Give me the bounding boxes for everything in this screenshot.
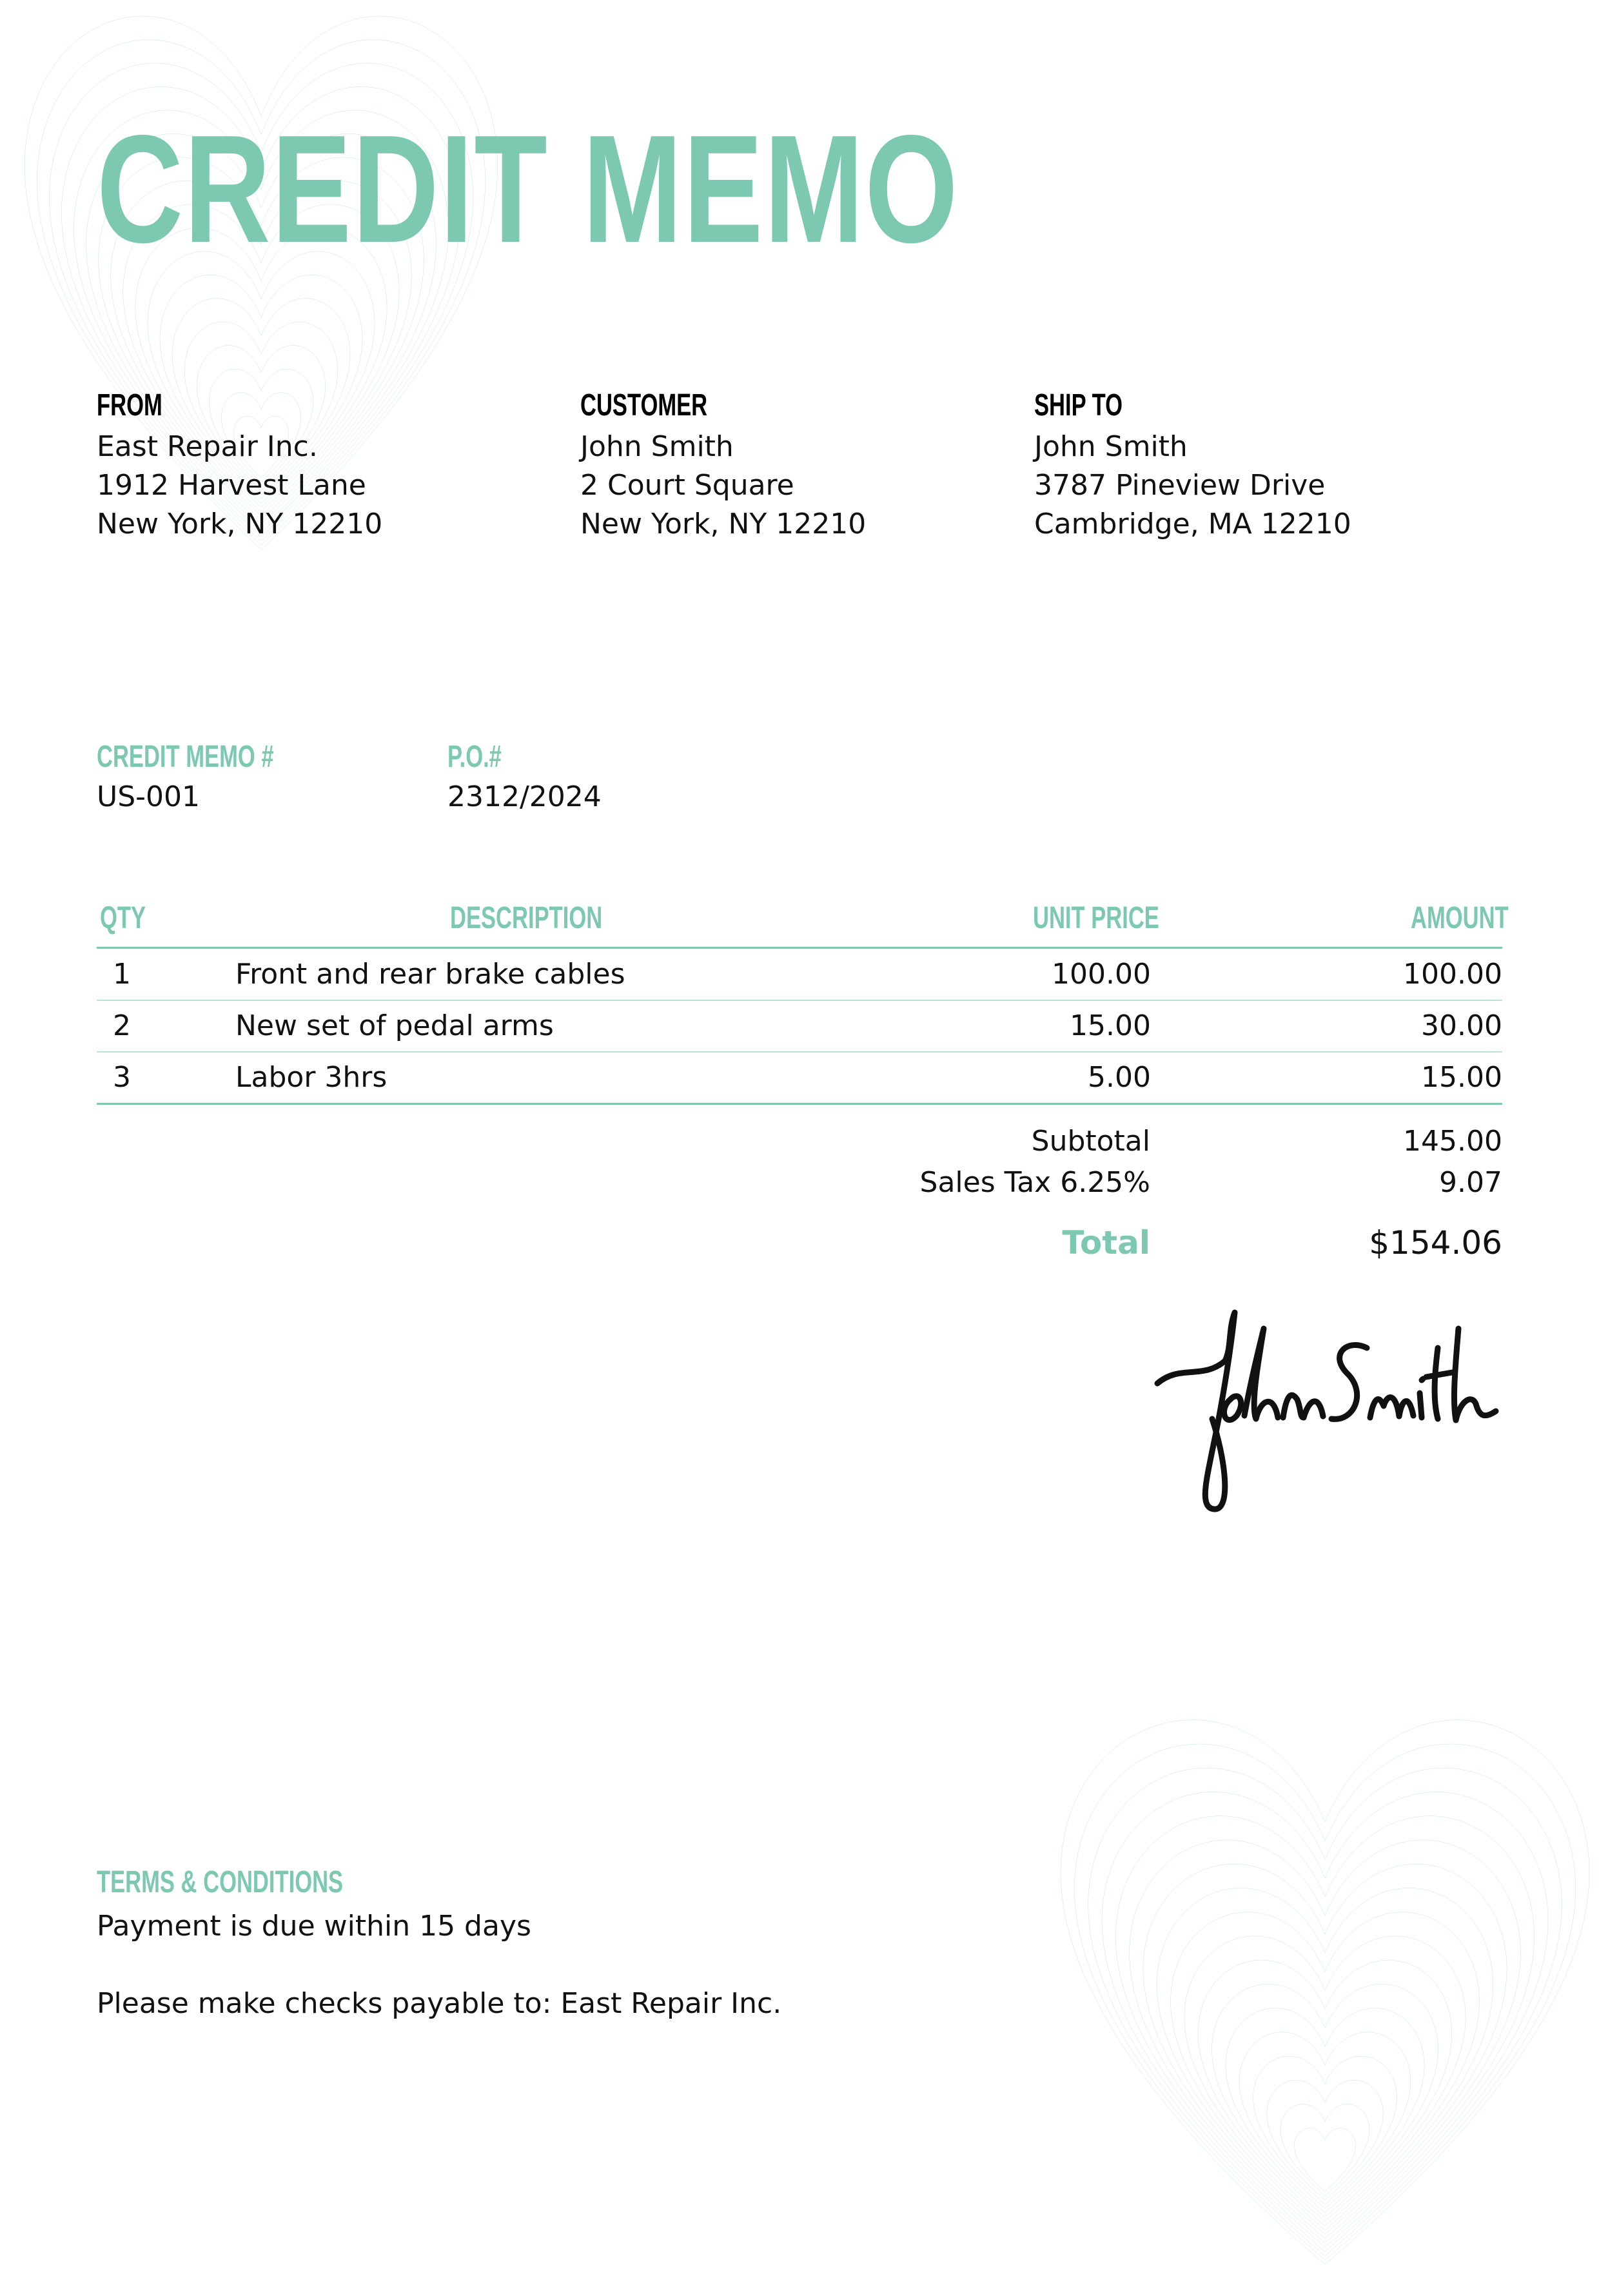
- subtotal-label: Subtotal: [1031, 1125, 1150, 1158]
- total-value: $154.06: [1369, 1224, 1502, 1262]
- heart-outline: [1074, 1744, 1575, 2260]
- table-row: [97, 1053, 1502, 1103]
- from-heading: FROM: [97, 388, 162, 422]
- table-bottom-rule: [97, 1103, 1502, 1105]
- row-qty: 1: [113, 958, 131, 991]
- row-qty: 3: [113, 1061, 131, 1094]
- heart-outline: [1212, 1984, 1438, 2217]
- ship-to-section: [1034, 390, 1351, 544]
- table-row: [97, 949, 1502, 1000]
- row-description: Labor 3hrs: [235, 1061, 387, 1094]
- row-amount: 15.00: [1421, 1061, 1502, 1094]
- heart-outline: [1280, 2104, 1369, 2196]
- heart-outline: [1253, 2056, 1397, 2204]
- ship-to-line: Cambridge, MA 12210: [1034, 508, 1351, 540]
- heart-outline: [1198, 1960, 1452, 2221]
- row-description: New set of pedal arms: [235, 1009, 554, 1042]
- customer-section: [580, 390, 866, 544]
- customer-line: 2 Court Square: [580, 469, 794, 502]
- heart-outline: [1143, 1864, 1507, 2239]
- row-amount: 30.00: [1421, 1009, 1502, 1042]
- heart-outline: [1088, 1768, 1562, 2255]
- po-label: P.O.#: [447, 740, 502, 774]
- from-section: [97, 390, 382, 544]
- from-line: 1912 Harvest Lane: [97, 469, 366, 502]
- po-section: [447, 742, 602, 816]
- from-line: East Repair Inc.: [97, 430, 318, 463]
- row-unit-price: 5.00: [1088, 1061, 1151, 1094]
- tax-label: Sales Tax 6.25%: [919, 1166, 1150, 1199]
- column-header-amount: AMOUNT: [1411, 901, 1509, 935]
- row-unit-price: 15.00: [1070, 1009, 1151, 1042]
- heart-outline: [1171, 1912, 1480, 2230]
- po-value: 2312/2024: [447, 780, 602, 813]
- row-unit-price: 100.00: [1052, 958, 1151, 991]
- from-line: New York, NY 12210: [97, 508, 383, 540]
- memo-number-section: [97, 742, 342, 816]
- terms-line: Please make checks payable to: East Repair Inc.: [97, 1987, 782, 2020]
- ship-to-line: 3787 Pineview Drive: [1034, 469, 1326, 502]
- heart-outline: [1184, 1936, 1466, 2226]
- subtotal-value: 145.00: [1403, 1125, 1502, 1158]
- terms-heading: TERMS & CONDITIONS: [97, 1865, 344, 1899]
- memo-number-label: CREDIT MEMO #: [97, 740, 274, 774]
- heart-decoration-icon: [1019, 1664, 1599, 2296]
- tax-value: 9.07: [1439, 1166, 1502, 1199]
- heart-outline: [1130, 1840, 1521, 2243]
- heart-outline: [1294, 2128, 1355, 2192]
- heart-outline: [1102, 1792, 1548, 2251]
- heart-outline: [1061, 1720, 1589, 2264]
- row-amount: 100.00: [1403, 958, 1502, 991]
- row-qty: 2: [113, 1009, 131, 1042]
- customer-line: John Smith: [580, 430, 734, 463]
- customer-line: New York, NY 12210: [580, 508, 867, 540]
- heart-outline: [1239, 2032, 1411, 2209]
- ship-to-line: John Smith: [1034, 430, 1188, 463]
- terms-line: Payment is due within 15 days: [97, 1910, 531, 1943]
- heart-outline: [1115, 1816, 1534, 2248]
- table-row: [97, 1001, 1502, 1051]
- table-header-rule: [97, 947, 1502, 949]
- row-description: Front and rear brake cables: [235, 958, 625, 991]
- memo-number-value: US-001: [97, 780, 200, 813]
- heart-outline: [1157, 1888, 1493, 2234]
- heart-outline: [1267, 2080, 1383, 2200]
- column-header-description: DESCRIPTION: [450, 901, 603, 935]
- total-label: Total: [1062, 1224, 1150, 1262]
- terms-section: [97, 1867, 781, 2023]
- column-header-qty: QTY: [100, 901, 146, 935]
- customer-heading: CUSTOMER: [580, 388, 708, 422]
- heart-outline: [1226, 2008, 1424, 2213]
- document-title: CREDIT MEMO: [97, 104, 959, 275]
- signature-image: [1154, 1303, 1502, 1516]
- column-header-unit-price: UNIT PRICE: [1033, 901, 1159, 935]
- ship-to-heading: SHIP TO: [1034, 388, 1123, 422]
